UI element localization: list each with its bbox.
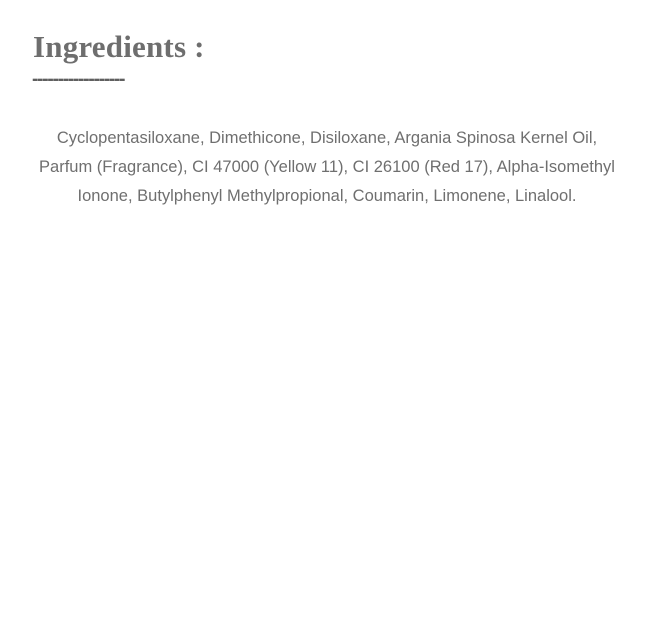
title-underline-divider: ------------------ — [32, 69, 125, 90]
ingredients-list-text: Cyclopentasiloxane, Dimethicone, Disiloxane, Argania Spinosa Kernel Oil, Parfum (Fragrance), CI 47000 (Yellow 11), CI 26100 (Red 17), Alpha-Isomethyl Ionone, Butylphenyl Methylpropional, Coumarin, Limonene, Linalool. — [39, 129, 615, 205]
page-title: Ingredients : — [33, 29, 205, 64]
